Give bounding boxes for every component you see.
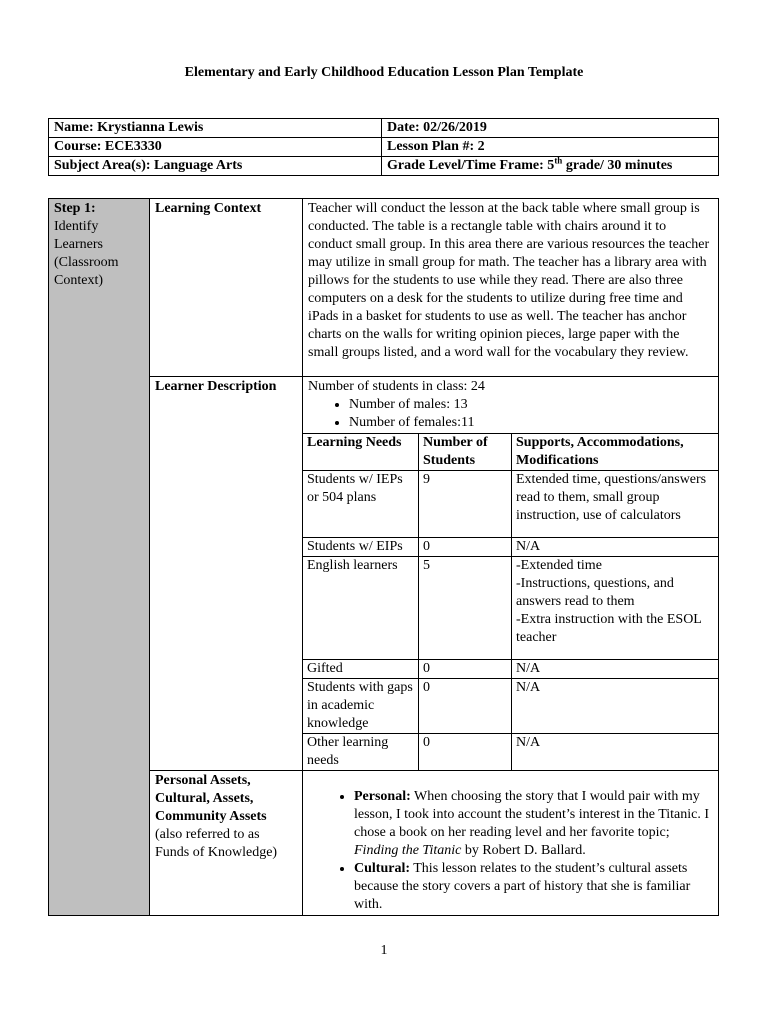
need-cell: Students w/ EIPs: [303, 538, 419, 557]
assets-content-cell: [303, 771, 719, 916]
name-cell: Name: Krystianna Lewis: [49, 119, 382, 138]
table-row: [303, 471, 718, 538]
page-number: 1: [380, 943, 388, 958]
lesson-plan-cell: Lesson Plan #: 2: [382, 138, 719, 157]
need-cell: Other learning needs: [303, 734, 419, 771]
step-label: Step 1:: [54, 201, 96, 216]
list-item: • Number of males: 13: [349, 396, 718, 414]
learning-needs-table: [303, 433, 718, 770]
header-learning-needs: Learning Needs: [303, 434, 419, 471]
learner-description-label: Learner Description: [150, 377, 303, 771]
need-cell: Students w/ IEPs or 504 plans: [303, 471, 419, 538]
assets-label: Personal Assets, Cultural, Assets, Community Assets: [155, 773, 267, 824]
table-row: [303, 538, 718, 557]
supports-cell: N/A: [512, 734, 719, 771]
cultural-text: This lesson relates to the student’s cultural assets because the story covers a part of history that she is familiar with.: [354, 861, 691, 912]
students-total: Number of students in class: 24: [308, 379, 485, 394]
grade-prefix: Grade Level/Time Frame: 5: [387, 158, 555, 173]
list-item: [354, 788, 713, 860]
grade-suffix: grade/ 30 minutes: [562, 158, 673, 173]
date-cell: Date: 02/26/2019: [382, 119, 719, 138]
assets-label-cell: [150, 771, 303, 916]
table-row: [303, 679, 718, 734]
count-cell: 9: [419, 471, 512, 538]
personal-label: Personal:: [354, 789, 411, 804]
personal-text-2: by Robert D. Ballard.: [461, 843, 586, 858]
grade-superscript: th: [554, 155, 563, 166]
subject-cell: Subject Area(s): Language Arts: [49, 157, 382, 176]
grade-cell: [382, 157, 719, 176]
supports-cell: N/A: [512, 679, 719, 734]
need-cell: Gifted: [303, 660, 419, 679]
learner-description-cell: [303, 377, 719, 771]
step-description: Identify Learners (Classroom Context): [54, 219, 119, 288]
supports-cell: N/A: [512, 538, 719, 557]
count-cell: 0: [419, 734, 512, 771]
cultural-label: Cultural:: [354, 861, 410, 876]
course-cell: Course: ECE3330: [49, 138, 382, 157]
supports-cell: Extended time, questions/answers read to them, small group instruction, use of calculators: [512, 471, 719, 538]
list-item: • Number of females:11: [349, 414, 718, 432]
learning-context-text: Teacher will conduct the lesson at the back table where small group is conducted. The table is a rectangle table with chairs around it to conduct small group. In this area there are various resources the teacher may utilize in small group for math. The teacher has a library area with pillows for the students to use while they read. There are also three computers on a desk for the students to utilize during free time and iPads in a basket for students to use as well. The teacher has anchor charts on the walls for writing opinion pieces, large paper with the small groups listed, and a word wall for the vocabulary they review.: [303, 199, 719, 377]
learning-context-label: Learning Context: [150, 199, 303, 377]
count-cell: 0: [419, 538, 512, 557]
count-cell: 0: [419, 679, 512, 734]
lesson-plan-table: [48, 198, 719, 916]
list-item: [354, 860, 713, 914]
gender-list: [303, 396, 718, 432]
header-table: [48, 118, 719, 176]
document-title: Elementary and Early Childhood Education Lesson Plan Template: [184, 65, 584, 80]
book-title: Finding the Titanic: [354, 843, 462, 858]
personal-text-1: When choosing the story that I would pair with my lesson, I took into account the student’s interest in the Titanic. I chose a book on her reading level and her favorite topic;: [354, 789, 710, 840]
header-supports: Supports, Accommodations, Modifications: [512, 434, 719, 471]
need-cell: Students with gaps in academic knowledge: [303, 679, 419, 734]
table-row: [303, 557, 718, 660]
header-number-students: Number of Students: [419, 434, 512, 471]
need-cell: English learners: [303, 557, 419, 660]
assets-list: [308, 788, 713, 914]
supports-cell: -Extended time -Instructions, questions, and answers read to them -Extra instruction with the ESOL teacher: [512, 557, 719, 660]
supports-cell: N/A: [512, 660, 719, 679]
assets-label-note: (also referred to as Funds of Knowledge): [155, 827, 278, 860]
table-row: [303, 660, 718, 679]
table-row: [303, 734, 718, 771]
step-cell: [49, 199, 150, 916]
count-cell: 0: [419, 660, 512, 679]
count-cell: 5: [419, 557, 512, 660]
